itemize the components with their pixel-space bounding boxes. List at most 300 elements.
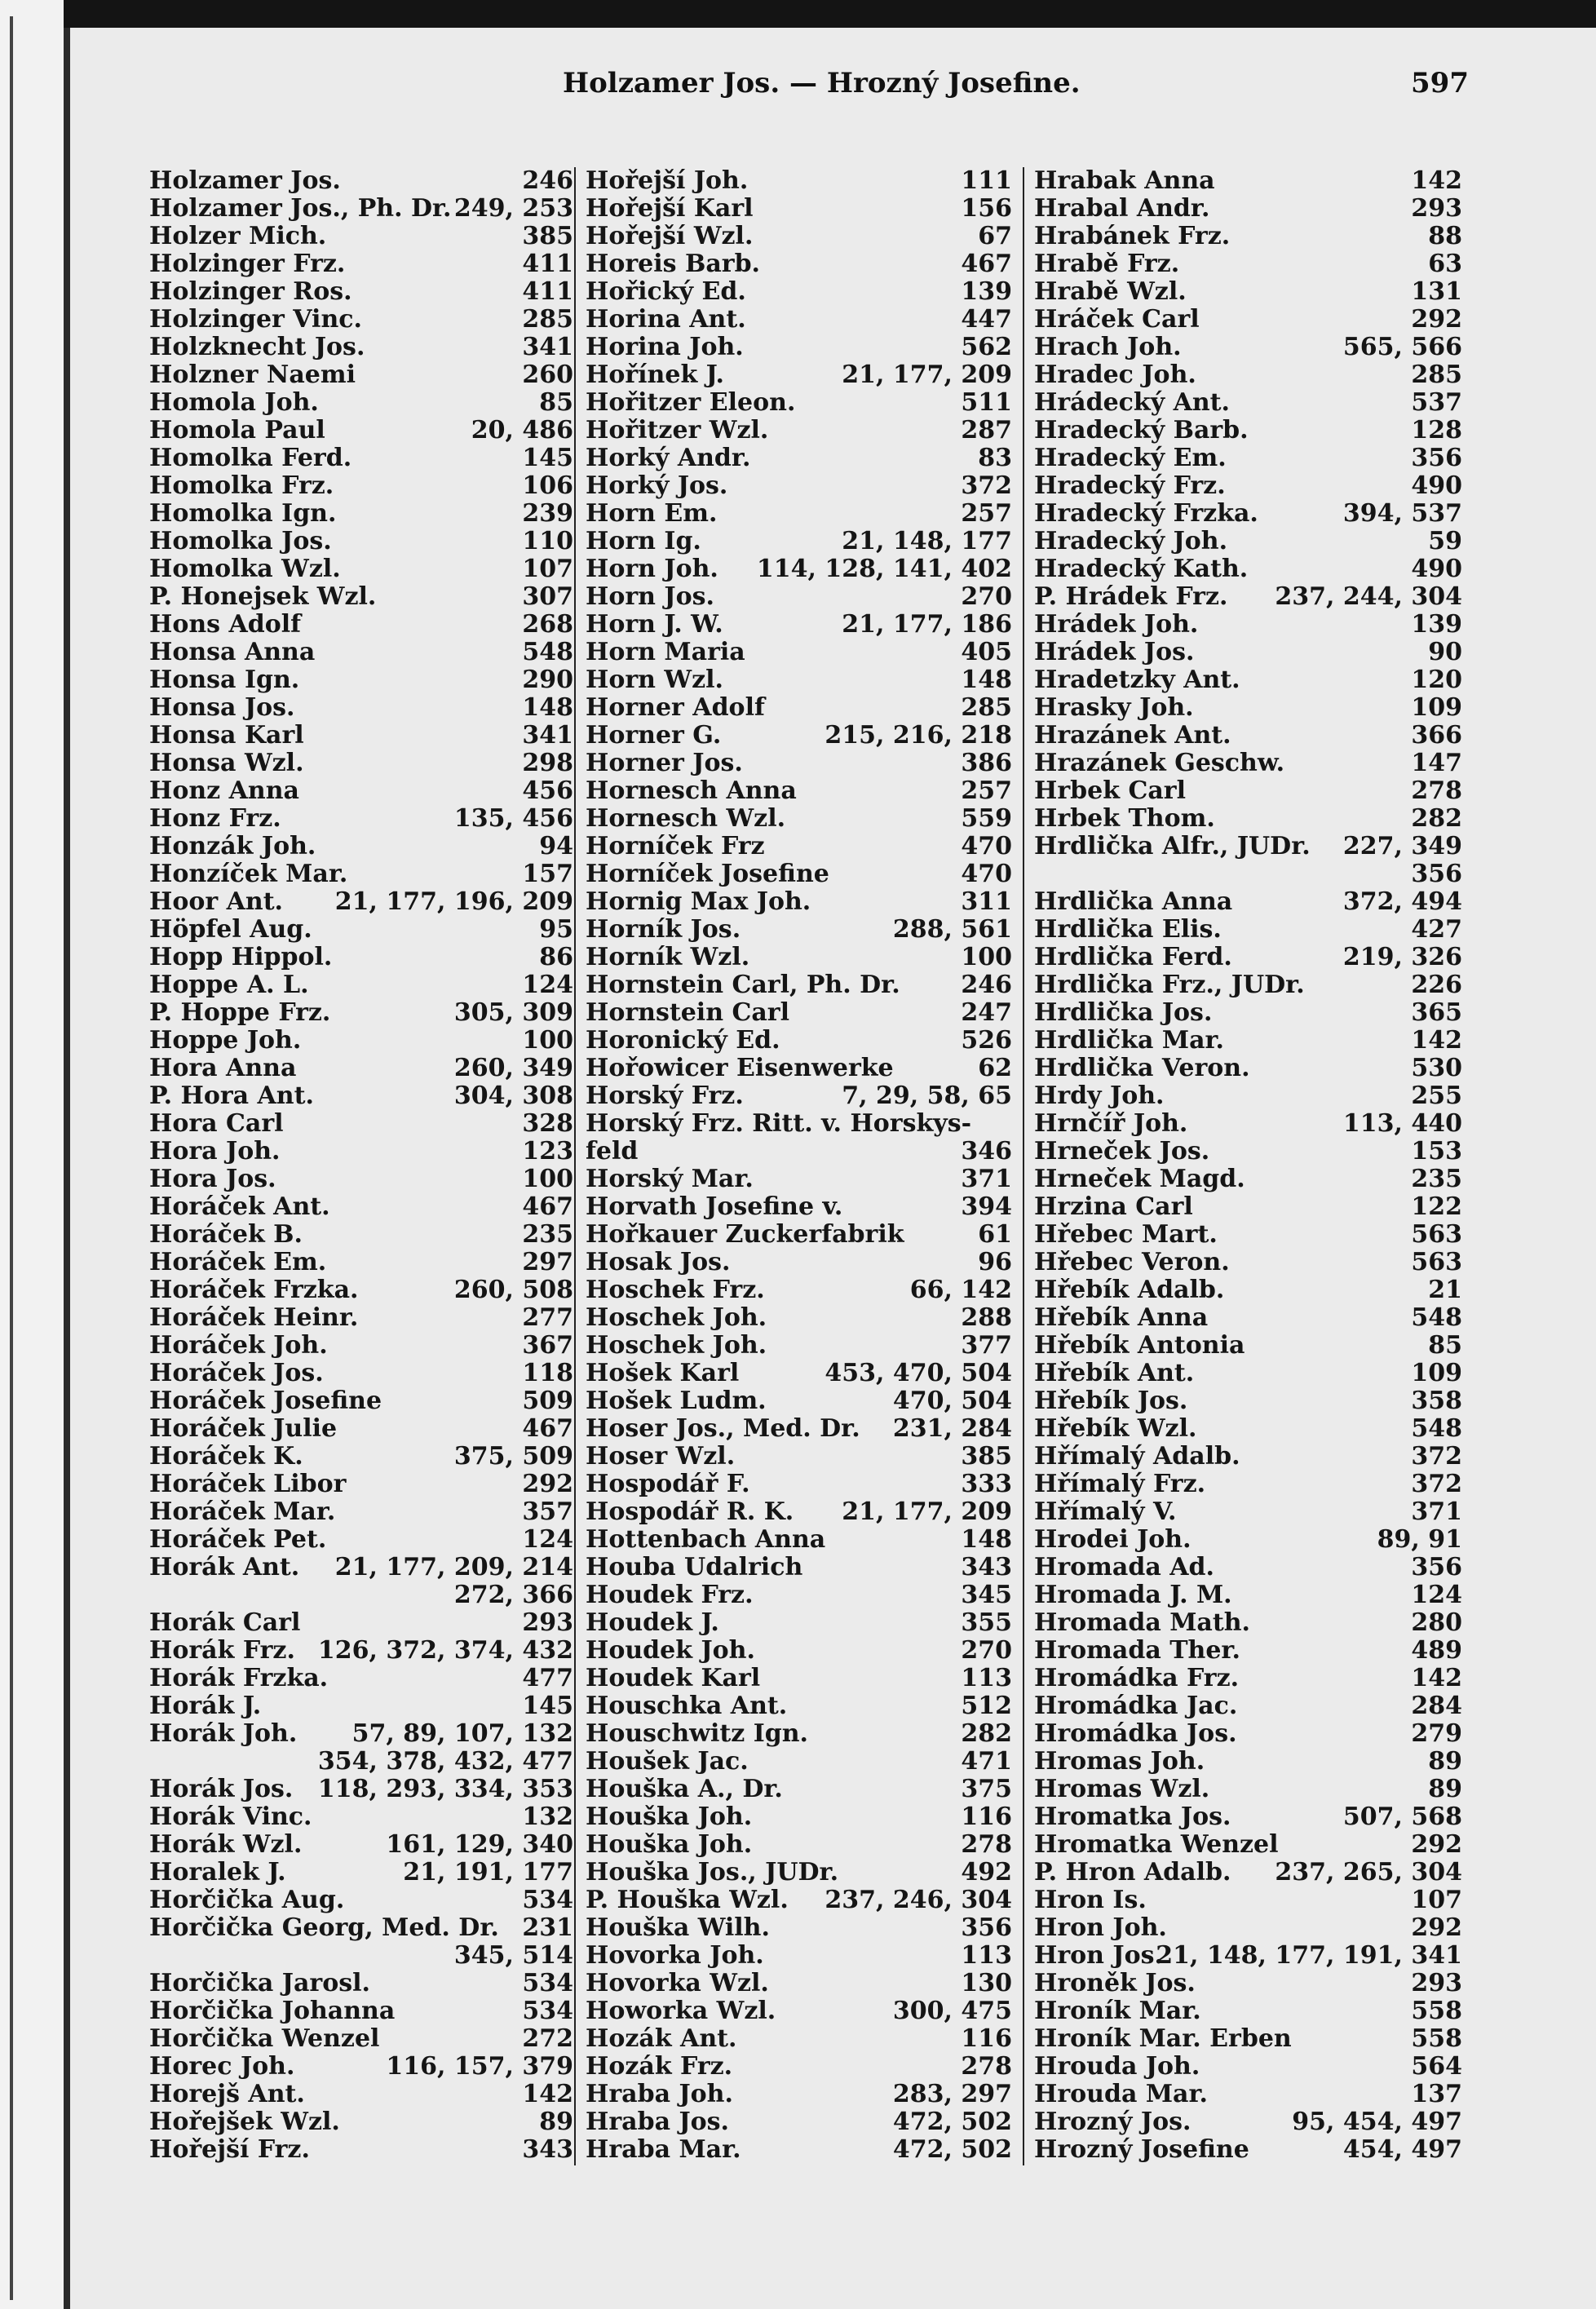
entry-page-numbers: 372	[1411, 1442, 1462, 1471]
entry-page-numbers: 21, 177, 209	[842, 361, 1012, 389]
entry-name: Hradetzky Ant.	[1034, 666, 1240, 694]
entry-page-numbers: 548	[1411, 1303, 1462, 1332]
entry-page-numbers: 411	[522, 250, 573, 278]
entry-name: Honsa Anna	[149, 638, 316, 666]
index-entry	[586, 1387, 1012, 1415]
index-entry	[1034, 1887, 1462, 1914]
entry-page-numbers: 471	[961, 1747, 1012, 1776]
entry-page-numbers: 113	[961, 1664, 1012, 1692]
index-entry	[149, 1997, 573, 2025]
entry-name: Hrnčíř Joh.	[1034, 1109, 1188, 1138]
entry-name: Houšek Jac.	[586, 1747, 749, 1776]
index-entry	[586, 1720, 1012, 1748]
entry-page-numbers: 260, 349	[453, 1054, 573, 1082]
entry-name: Holzinger Ros.	[149, 277, 352, 306]
index-entry	[1034, 250, 1462, 278]
entry-name: Horner Adolf	[586, 693, 765, 722]
entry-page-numbers: 293	[522, 1608, 573, 1637]
entry-name: P. Hrádek Frz.	[1034, 582, 1228, 611]
entry-name: P. Houška Wzl.	[586, 1886, 789, 1914]
index-entry	[586, 555, 1012, 583]
entry-name: Hovorka Wzl.	[586, 1969, 769, 1997]
entry-name: Homolka Ferd.	[149, 444, 352, 472]
index-entry	[1034, 1082, 1462, 1110]
index-entry	[586, 750, 1012, 777]
entry-name: Hrádecký Ant.	[1034, 388, 1230, 417]
entry-page-numbers: 116	[961, 1803, 1012, 1831]
entry-name: Horina Joh.	[586, 333, 744, 361]
entry-page-numbers: 490	[1411, 471, 1462, 500]
entry-page-numbers: 83	[978, 444, 1012, 472]
index-entry	[149, 445, 573, 472]
index-entry	[149, 1526, 573, 1554]
index-entry	[1034, 1665, 1462, 1692]
index-entry	[586, 278, 1012, 306]
entry-name: Hovorka Joh.	[586, 1941, 764, 1970]
entry-page-numbers: 139	[1411, 610, 1462, 639]
entry-page-numbers: 145	[522, 1692, 573, 1720]
entry-page-numbers: 21, 191, 177	[403, 1858, 573, 1887]
entry-name: Hromas Joh.	[1034, 1747, 1205, 1776]
entry-name: Hrbek Thom.	[1034, 804, 1215, 833]
entry-name: Hornstein Carl, Ph. Dr.	[586, 971, 900, 999]
entry-page-numbers: 153	[1411, 1137, 1462, 1166]
entry-name: Homola Paul	[149, 416, 325, 445]
index-entry	[586, 1027, 1012, 1055]
index-entry	[149, 472, 573, 500]
entry-page-numbers: 85	[1428, 1331, 1462, 1360]
entry-page-numbers: 285	[1411, 361, 1462, 389]
entry-page-numbers: 562	[961, 333, 1012, 361]
entry-page-numbers: 366	[1411, 721, 1462, 750]
index-entry	[1034, 1471, 1462, 1498]
entry-name: Hrádek Joh.	[1034, 610, 1199, 639]
index-entry	[149, 833, 573, 860]
index-entry	[586, 1970, 1012, 1997]
entry-name: Hrazánek Geschw.	[1034, 749, 1285, 777]
entry-page-numbers: 122	[1411, 1192, 1462, 1221]
index-entry	[586, 1859, 1012, 1887]
index-entry	[586, 1803, 1012, 1831]
entry-page-numbers: 21, 177, 196, 209	[334, 887, 573, 916]
entry-page-numbers: 260, 508	[453, 1276, 573, 1304]
index-entry	[586, 1443, 1012, 1471]
entry-page-numbers: 290	[522, 666, 573, 694]
index-entry	[149, 694, 573, 722]
entry-page-numbers: 90	[1428, 638, 1462, 666]
entry-page-numbers: 345	[961, 1581, 1012, 1609]
entry-page-numbers: 20, 486	[471, 416, 573, 445]
index-entry	[149, 639, 573, 666]
entry-name: Hrozný Josefine	[1034, 2135, 1249, 2164]
entry-name: Hrádek Jos.	[1034, 638, 1195, 666]
index-entry	[149, 971, 573, 999]
entry-page-numbers: 279	[1411, 1719, 1462, 1748]
entry-page-numbers: 135, 456	[453, 804, 573, 833]
entry-name: Houschka Ant.	[586, 1692, 788, 1720]
entry-name: Horáček Ant.	[149, 1192, 330, 1221]
index-entry	[586, 1304, 1012, 1332]
entry-name: Hromada Math.	[1034, 1608, 1250, 1637]
entry-page-numbers: 66, 142	[909, 1276, 1012, 1304]
entry-name: Hrasky Joh.	[1034, 693, 1194, 722]
index-entry	[1034, 1304, 1462, 1332]
entry-page-numbers: 285	[961, 693, 1012, 722]
index-entry	[149, 1276, 573, 1304]
entry-name: Houška Jos., JUDr.	[586, 1858, 839, 1887]
index-entry	[149, 1193, 573, 1221]
entry-name: Hromádka Jos.	[1034, 1719, 1237, 1748]
entry-name: Horáček Josefine	[149, 1387, 382, 1415]
entry-name: Hraba Jos.	[586, 2108, 729, 2136]
entry-name: Hřebík Anna	[1034, 1303, 1209, 1332]
entry-page-numbers: 526	[961, 1026, 1012, 1055]
index-entry	[586, 167, 1012, 195]
entry-name: Hrdlička Veron.	[1034, 1054, 1250, 1082]
entry-name: Hromas Wzl.	[1034, 1775, 1210, 1803]
index-entry	[1034, 1027, 1462, 1055]
index-entry	[586, 666, 1012, 694]
entry-name: Hřímalý Frz.	[1034, 1470, 1206, 1498]
index-entry	[149, 2136, 573, 2164]
index-entry	[1034, 1193, 1462, 1221]
entry-name: Horák Wzl.	[149, 1830, 303, 1859]
entry-page-numbers: 237, 244, 304	[1275, 582, 1462, 611]
index-entry	[586, 1415, 1012, 1443]
index-entry	[1034, 999, 1462, 1027]
entry-name: Horák Frzka.	[149, 1664, 329, 1692]
entry-page-numbers: 85	[539, 388, 573, 417]
entry-page-numbers: 148	[961, 666, 1012, 694]
index-entry	[586, 860, 1012, 888]
index-entry	[1034, 1360, 1462, 1387]
index-entry	[149, 999, 573, 1027]
entry-page-numbers: 237, 265, 304	[1275, 1858, 1462, 1887]
entry-page-numbers: 100	[961, 943, 1012, 971]
entry-name: Hřímalý Adalb.	[1034, 1442, 1240, 1471]
entry-page-numbers: 288, 561	[892, 915, 1012, 944]
index-entry	[586, 1692, 1012, 1720]
entry-name: Hornstein Carl	[586, 998, 789, 1027]
entry-page-numbers: 394, 537	[1342, 499, 1462, 528]
entry-name: Hořejšek Wzl.	[149, 2108, 340, 2136]
entry-name: Horčička Wenzel	[149, 2024, 380, 2053]
index-entry	[149, 1748, 573, 1776]
entry-page-numbers: 293	[1411, 1969, 1462, 1997]
index-entry	[149, 1720, 573, 1748]
entry-name: Horský Frz. Ritt. v. Horskys-	[586, 1109, 972, 1138]
entry-page-numbers: 116	[961, 2024, 1012, 2053]
entry-page-numbers: 7, 29, 58, 65	[842, 1082, 1012, 1110]
previous-page-rule	[10, 16, 13, 2300]
entry-name: Hora Jos.	[149, 1165, 276, 1193]
entry-name: Hradecký Frzka.	[1034, 499, 1258, 528]
entry-page-numbers: 357	[522, 1497, 573, 1526]
entry-name: Horejš Ant.	[149, 2080, 305, 2108]
index-entry	[1034, 2136, 1462, 2164]
entry-name: Hroněk Jos.	[1034, 1969, 1196, 1997]
entry-page-numbers: 86	[539, 943, 573, 971]
entry-page-numbers: 511	[961, 388, 1012, 417]
index-entry	[149, 1581, 573, 1609]
index-entry	[586, 694, 1012, 722]
entry-page-numbers: 148	[522, 693, 573, 722]
entry-name: Holzinger Vinc.	[149, 305, 362, 334]
index-entry	[1034, 472, 1462, 500]
entry-page-numbers: 128	[1411, 416, 1462, 445]
entry-name: Holzner Naemi	[149, 361, 356, 389]
entry-page-numbers: 282	[961, 1719, 1012, 1748]
entry-page-numbers: 456	[522, 776, 573, 805]
index-entry	[586, 1249, 1012, 1276]
entry-page-numbers: 305, 309	[453, 998, 573, 1027]
index-entry	[586, 472, 1012, 500]
entry-page-numbers: 148	[961, 1525, 1012, 1554]
entry-page-numbers: 257	[961, 776, 1012, 805]
entry-name: Hromatka Wenzel	[1034, 1830, 1279, 1859]
entry-name: Hrneček Magd.	[1034, 1165, 1245, 1193]
entry-name: Horák Vinc.	[149, 1803, 312, 1831]
entry-name: Hradecký Joh.	[1034, 527, 1228, 555]
index-entry	[149, 611, 573, 639]
entry-page-numbers: 161, 129, 340	[386, 1830, 573, 1859]
entry-page-numbers: 341	[522, 721, 573, 750]
entry-name: Horníček Frz	[586, 832, 765, 860]
entry-page-numbers: 298	[522, 749, 573, 777]
entry-page-numbers: 467	[961, 250, 1012, 278]
entry-page-numbers: 405	[961, 638, 1012, 666]
index-entry	[1034, 306, 1462, 334]
index-entry	[149, 1970, 573, 1997]
entry-name: Hřebec Veron.	[1034, 1248, 1230, 1276]
entry-page-numbers: 95, 454, 497	[1292, 2108, 1462, 2136]
entry-name: Hoppe A. L.	[149, 971, 309, 999]
index-entry	[586, 2108, 1012, 2136]
index-entry	[149, 722, 573, 750]
entry-page-numbers: 231, 284	[892, 1414, 1012, 1443]
entry-name: Honsa Karl	[149, 721, 304, 750]
index-entry	[1034, 555, 1462, 583]
entry-page-numbers: 509	[522, 1387, 573, 1415]
entry-name: Hořejší Wzl.	[586, 222, 754, 250]
entry-name: P. Hora Ant.	[149, 1082, 314, 1110]
entry-page-numbers: 100	[522, 1026, 573, 1055]
index-entry	[586, 1581, 1012, 1609]
index-entry	[149, 528, 573, 555]
entry-page-numbers: 142	[1411, 166, 1462, 195]
entry-page-numbers: 139	[961, 277, 1012, 306]
entry-page-numbers: 147	[1411, 749, 1462, 777]
entry-name: Hrabal Andr.	[1034, 194, 1210, 223]
entry-name: Horký Jos.	[586, 471, 728, 500]
index-entry	[586, 1055, 1012, 1082]
entry-name: Hrdlička Frz., JUDr.	[1034, 971, 1305, 999]
index-entry	[1034, 805, 1462, 833]
entry-page-numbers: 89	[1428, 1775, 1462, 1803]
index-entry	[1034, 1415, 1462, 1443]
entry-page-numbers: 260	[522, 361, 573, 389]
entry-page-numbers: 367	[522, 1331, 573, 1360]
index-entry	[1034, 278, 1462, 306]
entry-page-numbers: 132	[522, 1803, 573, 1831]
index-entry	[149, 1443, 573, 1471]
entry-page-numbers: 427	[1411, 915, 1462, 944]
index-entry	[586, 2081, 1012, 2108]
entry-page-numbers: 282	[1411, 804, 1462, 833]
index-entry	[1034, 1720, 1462, 1748]
entry-page-numbers: 470, 504	[892, 1387, 1012, 1415]
entry-name: Hottenbach Anna	[586, 1525, 826, 1554]
index-entry	[149, 250, 573, 278]
entry-name: Horníček Josefine	[586, 860, 829, 888]
entry-page-numbers: 507, 568	[1342, 1803, 1462, 1831]
entry-page-numbers: 67	[978, 222, 1012, 250]
index-entry	[149, 1887, 573, 1914]
entry-name: Hradecký Kath.	[1034, 555, 1249, 583]
index-entry	[149, 500, 573, 528]
entry-name: Hořitzer Wzl.	[586, 416, 769, 445]
index-entry	[149, 167, 573, 195]
entry-page-numbers: 246	[961, 971, 1012, 999]
entry-name: Hrdlička Jos.	[1034, 998, 1213, 1027]
entry-name: Hrzina Carl	[1034, 1192, 1193, 1221]
index-entry	[1034, 1443, 1462, 1471]
index-entry	[586, 583, 1012, 611]
index-entry	[149, 1498, 573, 1526]
entry-page-numbers: 109	[1411, 1359, 1462, 1387]
index-entry	[1034, 1581, 1462, 1609]
index-entry	[1034, 2025, 1462, 2053]
index-entry	[1034, 1942, 1462, 1970]
entry-page-numbers: 284	[1411, 1692, 1462, 1720]
entry-name: Horn J. W.	[586, 610, 723, 639]
entry-page-numbers: 95	[539, 915, 573, 944]
entry-name: Hrouda Joh.	[1034, 2052, 1200, 2081]
entry-name: Horčička Johanna	[149, 1997, 396, 2025]
index-entry	[1034, 583, 1462, 611]
index-entry	[586, 1138, 1012, 1166]
entry-name: Hraba Mar.	[586, 2135, 741, 2164]
entry-name: Honzák Joh.	[149, 832, 316, 860]
entry-name: Houschwitz Ign.	[586, 1719, 808, 1748]
entry-page-numbers: 107	[1411, 1886, 1462, 1914]
entry-page-numbers: 356	[1411, 444, 1462, 472]
entry-page-numbers: 118	[522, 1359, 573, 1387]
entry-page-numbers: 472, 502	[892, 2108, 1012, 2136]
entry-name: Horáček Libor	[149, 1470, 347, 1498]
entry-page-numbers: 292	[1411, 1913, 1462, 1942]
entry-page-numbers: 375	[961, 1775, 1012, 1803]
index-entry	[586, 833, 1012, 860]
index-entry	[586, 2025, 1012, 2053]
index-column-2	[586, 167, 1012, 2164]
entry-page-numbers: 255	[1411, 1082, 1462, 1110]
entry-name: Hromádka Frz.	[1034, 1664, 1240, 1692]
entry-name: Horn Em.	[586, 499, 718, 528]
column-divider	[1023, 167, 1024, 2165]
index-entry	[1034, 1276, 1462, 1304]
entry-page-numbers: 62	[978, 1054, 1012, 1082]
entry-page-numbers: 278	[961, 1830, 1012, 1859]
entry-name: Hradecký Barb.	[1034, 416, 1249, 445]
index-entry	[586, 1554, 1012, 1581]
entry-name: Houška A., Dr.	[586, 1775, 783, 1803]
entry-name: Hroník Mar. Erben	[1034, 2024, 1292, 2053]
index-entry	[149, 666, 573, 694]
index-entry	[586, 1276, 1012, 1304]
index-entry	[149, 1609, 573, 1637]
entry-name: Honsa Ign.	[149, 666, 300, 694]
index-entry	[586, 1609, 1012, 1637]
entry-page-numbers: 534	[522, 1886, 573, 1914]
index-entry	[1034, 639, 1462, 666]
index-entry	[149, 860, 573, 888]
entry-name: Horský Frz.	[586, 1082, 744, 1110]
entry-page-numbers: 59	[1428, 527, 1462, 555]
entry-name: Horák Frz.	[149, 1636, 295, 1665]
entry-name: Hřebík Wzl.	[1034, 1414, 1197, 1443]
index-entry	[1034, 167, 1462, 195]
entry-page-numbers: 57, 89, 107, 132	[351, 1719, 573, 1748]
entry-name: Horáček Julie	[149, 1414, 338, 1443]
index-entry	[149, 1637, 573, 1665]
entry-name: Holzer Mich.	[149, 222, 327, 250]
entry-page-numbers: 89	[1428, 1747, 1462, 1776]
entry-name: Houdek J.	[586, 1608, 719, 1637]
entry-page-numbers: 277	[522, 1303, 573, 1332]
entry-page-numbers: 333	[961, 1470, 1012, 1498]
entry-page-numbers: 297	[522, 1248, 573, 1276]
entry-name: Horáček Mar.	[149, 1497, 336, 1526]
entry-name: Hrazánek Ant.	[1034, 721, 1231, 750]
entry-name: Homolka Wzl.	[149, 555, 341, 583]
entry-page-numbers: 287	[961, 416, 1012, 445]
index-entry	[149, 916, 573, 944]
entry-page-numbers: 21, 177, 209, 214	[334, 1553, 573, 1581]
entry-name: Hospodář F.	[586, 1470, 750, 1498]
entry-page-numbers: 21, 177, 186	[842, 610, 1012, 639]
index-entry	[586, 223, 1012, 250]
entry-page-numbers: 472, 502	[892, 2135, 1012, 2164]
entry-page-numbers: 123	[522, 1137, 573, 1166]
entry-page-numbers: 343	[522, 2135, 573, 2164]
entry-name: Honz Frz.	[149, 804, 281, 833]
entry-name: Hrabě Wzl.	[1034, 277, 1187, 306]
index-entry	[149, 1665, 573, 1692]
entry-name: Hráček Carl	[1034, 305, 1200, 334]
entry-name: Hořowicer Eisenwerke	[586, 1054, 894, 1082]
entry-name: Hradecký Frz.	[1034, 471, 1226, 500]
index-entry	[1034, 694, 1462, 722]
index-entry	[1034, 750, 1462, 777]
index-entry	[1034, 1997, 1462, 2025]
index-entry	[1034, 1970, 1462, 1997]
index-entry	[586, 1498, 1012, 1526]
index-entry	[1034, 1166, 1462, 1193]
entry-name: Hřebec Mart.	[1034, 1220, 1218, 1249]
entry-page-numbers: 558	[1411, 1997, 1462, 2025]
entry-name: Hradecký Em.	[1034, 444, 1227, 472]
entry-name: Horáček K.	[149, 1442, 303, 1471]
entry-name: Holzamer Jos.	[149, 166, 341, 195]
index-entry	[586, 805, 1012, 833]
index-entry	[149, 223, 573, 250]
index-entry	[586, 361, 1012, 389]
index-entry	[1034, 666, 1462, 694]
entry-page-numbers: 454, 497	[1342, 2135, 1462, 2164]
index-entry	[1034, 1914, 1462, 1942]
entry-name: Hromada Ad.	[1034, 1553, 1214, 1581]
